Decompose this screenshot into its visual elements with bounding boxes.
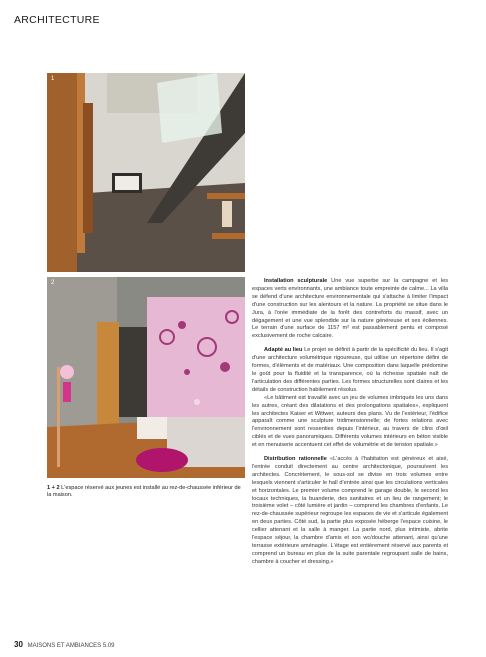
- paragraph: [252, 347, 448, 394]
- page-number: 30: [14, 640, 23, 649]
- paragraph: [252, 395, 448, 450]
- paragraph-text: Le projet se définit à partir de la spécificité du lieu. Il s'agit d'une architecture volumétrique rigoureuse, qui utilise un répertoire défini de formes, d'éléments et de matériaux. Une composition dans laquelle prédomine le goût pour la fluidité et la transparence, où la richesse spatiale naît de l'articulation des différentes parties. Les formes structurelles sont claires et les détails de construction habilement résolus.: [252, 347, 449, 393]
- section-title: ARCHITECTURE: [14, 14, 100, 26]
- photo-number: 1: [51, 76, 55, 82]
- page-footer: [14, 640, 115, 649]
- paragraph-lead: Distribution rationnelle: [264, 456, 327, 463]
- paragraph: [252, 456, 448, 567]
- caption-ref: 1 + 2: [47, 485, 60, 491]
- photo-caption: [47, 485, 245, 500]
- caption-text: L'espace réservé aux jeunes est installé au rez-de-chaussée inférieur de la maison.: [47, 485, 241, 499]
- paragraph-text: «Le bâtiment est travaillé avec un jeu de volumes imbriqués les uns dans les autres, créant des dilatations et des prolongations spatiales», expliquent les architectes Kaiser et Wittwer, auteurs des plans. Vu de l'extérieur, l'édifice apparaît comme une sculpture tridimensionnelle; de fortes relations avec l'environnement sont ressenties depuis l'intérieur, au travers de clins d'œil ciblés et de vues panoramiques. Différents volumes intérieurs en béton visible et en menuiserie accentuent cet effet de volumétrie et de tension spatiale.»: [252, 394, 448, 449]
- paragraph-text: «L'accès à l'habitation est généreux et aisé, l'entrée conduit directement au centre architectonique, poursuivent les architectes. Concrètement, le sous-sol se divise en trois volumes entre lesquels viennent s'articuler le hall d'entrée ainsi que les circulations verticales et horizontales. Le premier volume comprend le garage double, le second les locaux techniques, la buanderie, des sanitaires et un lieu de rangement; le troisième volet – côté lumière et jardin – comprend les chambres d'enfants. Le rez-de-chaussée supérieur regroupe les espaces de vie et s'articule également en deux parties. Côté sud, la partie plus exposée héberge l'espace cuisine, le cellier attenant et la salle à manger. La partie nord, plus intimiste, abrite l'espace séjour, la chambre d'amis et son wc/douche attenant, ainsi qu'une terrasse extérieure aménagée. L'étage est entièrement réservé aux parents et comprend un bureau en plus de la suite parentale regroupant salle de bains, chambre à coucher et dressing.»: [252, 456, 448, 565]
- photo-child-bedroom: [47, 277, 245, 478]
- paragraph-lead: Installation sculpturale: [264, 278, 328, 284]
- article-body: [252, 278, 448, 573]
- photo-hallway-staircase: [47, 73, 245, 272]
- magazine-name: MAISONS ET AMBIANCES 5.09: [27, 643, 115, 649]
- paragraph: [252, 278, 448, 341]
- paragraph-text: Une vue superbe sur la campagne et les espaces verts environnants, une ambiance toute empreinte de calme... La villa se défend d'une architecture environnementale qui s'attache à limiter l'impact d'une construction sur les alentours et la nature. La propriété se situe dans le Jura, à l'orée immédiate de la forêt des contreforts du massif, avec un dégagement et une vue splendide sur la nature généreuse et ses éoliennes. Le terrain d'une surface de 1157 m² est passablement pentu et composé exclusivement de roche calcaire.: [252, 278, 448, 340]
- paragraph-lead: Adapté au lieu: [264, 347, 303, 354]
- photo-number: 2: [51, 280, 55, 286]
